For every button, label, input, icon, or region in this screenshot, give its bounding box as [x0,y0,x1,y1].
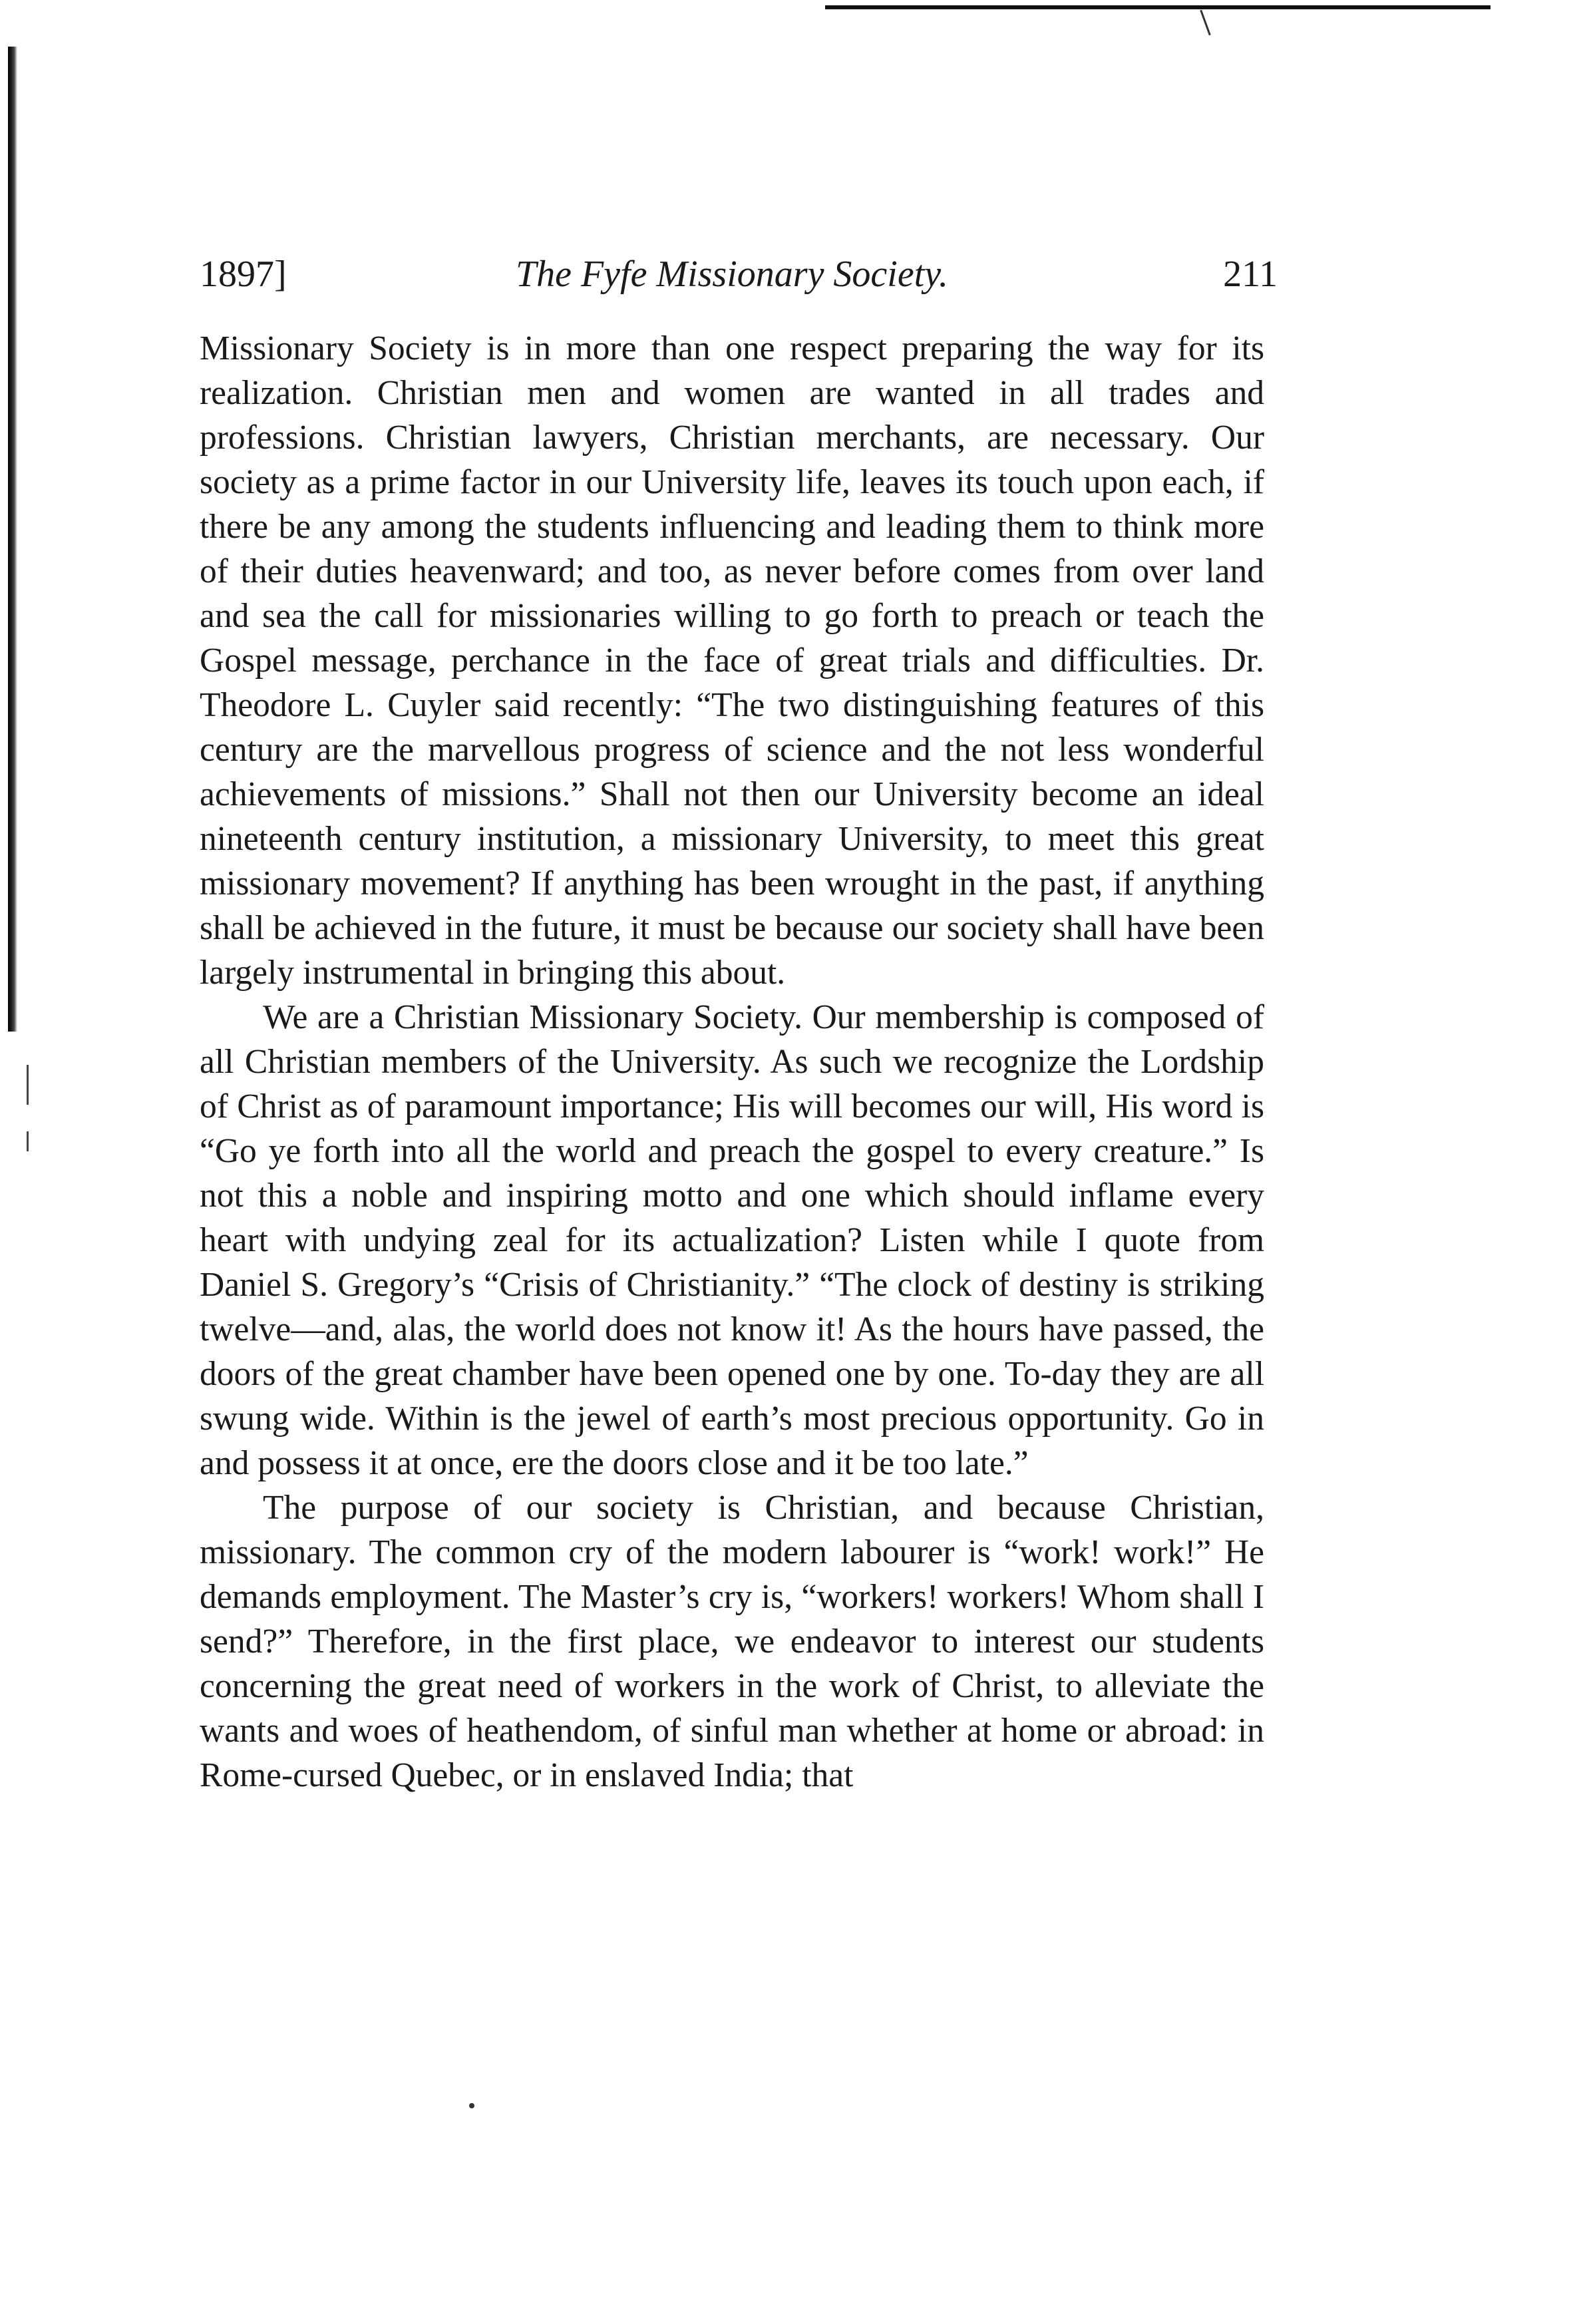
binding-speck [27,1131,29,1151]
body-text [200,326,1264,1798]
paragraph-2: We are a Christian Missionary Society. Our membership is composed of all Christian members of the University. As such we recognize the Lordship of Christ as of paramount importance; His will becomes our will, His word is “Go ye forth into all the world and preach the gospel to every creature.” Is not this a noble and inspiring motto and one which should inflame every heart with undying zeal for its actualization? Listen while I quote from Daniel S. Gregory’s “Crisis of Christianity.” “The clock of destiny is striking twelve—and, alas, the world does not know it! As the hours have passed, the doors of the great chamber have been opened one by one. To-day they are all swung wide. Within is the jewel of earth’s most precious opportunity. Go in and possess it at once, ere the doors close and it be too late.” [200,998,1264,1482]
top-edge-rule [825,5,1491,9]
top-edge-tick [1200,10,1211,36]
header-year: 1897] [200,254,287,295]
ink-speck [469,2103,474,2108]
paragraph-3: The purpose of our society is Christian, and because Christian, missionary. The common cry of the modern labourer is “work! work!” He demands employment. The Master’s cry is, “workers! workers! Whom shall I send?” Therefore, in the first place, we endeavor to interest our students concerning the great need of workers in the work of Christ, to alleviate the wants and woes of heathendom, of sinful man whether at home or abroad: in Rome-cursed Quebec, or in enslaved India; that [200,1489,1264,1794]
binding-shadow [8,47,17,1032]
page-number: 211 [1223,254,1278,295]
book-page [200,253,1278,1798]
header-title: The Fyfe Missionary Society. [515,254,949,295]
running-head [200,253,1278,313]
paragraph-1: Missionary Society is in more than one respect preparing the way for its realization. Christian men and women are wanted in all trades and professions. Christian lawyers, Christian merchants, are necessary. Our society as a prime factor in our University life, leaves its touch upon each, if there be any among the students influencing and leading them to think more of their duties heavenward; and too, as never before comes from over land and sea the call for missionaries willing to go forth to preach or teach the Gospel message, perchance in the face of great trials and difficulties. Dr. Theodore L. Cuyler said recently: “The two distinguishing features of this century are the marvellous progress of science and the not less wonderful achievements of missions.” Shall not then our University become an ideal nineteenth century institution, a missionary University, to meet this great missionary movement? If anything has been wrought in the past, if anything shall be achieved in the future, it must be because our society shall have been largely instrumental in bringing this about. [200,329,1264,992]
binding-speck [27,1065,29,1105]
